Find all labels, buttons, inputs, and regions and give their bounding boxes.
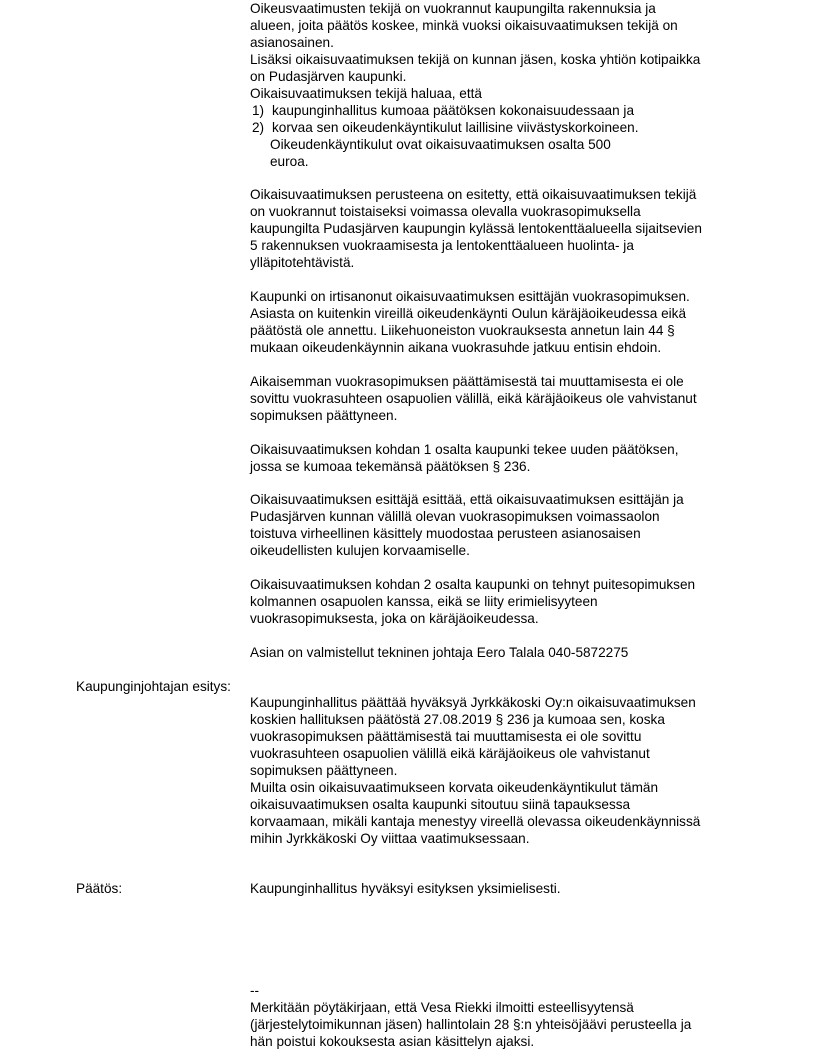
paragraph-line: sovittu vuokrasuhteen osapuolien välillä, eikä käräjäoikeus ole vahvistanut (250, 391, 697, 406)
paragraph-line: Oikaisuvaatimuksen kohdan 2 osalta kaupunki on tehnyt puitesopimuksen (250, 577, 696, 592)
paragraph-line: vuokrasopimuksesta, joka on käräjäoikeudessa. (250, 611, 539, 626)
note-line: hän poistui kokouksesta asian käsittelyn ajaksi. (250, 1034, 535, 1049)
paragraph-line: päätöstä ole annettu. Liikehuoneiston vuokrauksesta annetun lain 44 § (250, 323, 675, 338)
intro-line: asianosainen. (250, 35, 334, 50)
note-line: Merkitään pöytäkirjaan, että Vesa Riekki ilmoitti esteellisyytensä (250, 1000, 634, 1015)
demand-text: korvaa sen oikeudenkäyntikulut laillisine viivästyskorkoineen. (272, 120, 639, 135)
proposal-line: Kaupunginhallitus päättää hyväksyä Jyrkkäkoski Oy:n oikaisuvaatimuksen (250, 695, 696, 710)
proposal-line: vuokrasopimuksen päättämisestä tai muuttamisesta ei ole sovittu (250, 729, 642, 744)
demand-continuation: euroa. (270, 154, 309, 169)
proposal-line: oikaisuvaatimuksen osalta kaupunki sitoutuu siinä tapauksessa (250, 797, 631, 812)
intro-line: on Pudasjärven kaupunki. (250, 69, 407, 84)
decision-label: Päätös: (76, 881, 123, 896)
paragraph-line: Oikaisuvaatimuksen kohdan 1 osalta kaupunki tekee uuden päätöksen, (250, 442, 679, 457)
decision-text: Kaupunginhallitus hyväksyi esityksen yksimielisesti. (250, 881, 561, 896)
paragraph-line: kaupungilta Pudasjärven kaupungin kylässä lentokenttäalueella sijaitsevien (250, 221, 702, 236)
paragraph-line: on vuokrannut toistaiseksi voimassa olevalla vuokrasopimuksella (250, 204, 641, 219)
separator: -- (250, 983, 260, 998)
paragraph-line: jossa se kumoaa tekemänsä päätöksen § 236. (250, 459, 531, 474)
paragraph-line: kolmannen osapuolen kanssa, eikä se liity erimielisyyteen (250, 594, 598, 609)
paragraph-line: Kaupunki on irtisanonut oikaisuvaatimuksen esittäjän vuokrasopimuksen. (250, 289, 690, 304)
proposal-line: Muilta osin oikaisuvaatimukseen korvata oikeudenkäyntikulut tämän (250, 780, 659, 795)
paragraph-line: Pudasjärven kunnan välillä olevan vuokrasopimuksen voimassaolon (250, 509, 660, 524)
paragraph-line: Oikaisuvaatimuksen perusteena on esitetty, että oikaisuvaatimuksen tekijä (250, 187, 697, 202)
demand-text: kaupunginhallitus kumoaa päätöksen kokonaisuudessaan ja (272, 103, 634, 118)
paragraph-line: oikeudellisten kulujen korvaamiselle. (250, 543, 470, 558)
intro-line: Oikaisuvaatimuksen tekijä haluaa, että (250, 86, 482, 101)
intro-line: Lisäksi oikaisuvaatimuksen tekijä on kunnan jäsen, koska yhtiön kotipaikka (250, 52, 701, 67)
paragraph-line: Oikaisuvaatimuksen esittäjä esittää, että oikaisuvaatimuksen esittäjän ja (250, 492, 684, 507)
proposal-line: vuokrasuhteen osapuolien välillä eikä käräjäoikeus ole vahvistanut (250, 746, 650, 761)
paragraph-line: 5 rakennuksen vuokraamisesta ja lentokenttäalueen huolinta- ja (250, 238, 634, 253)
demand-continuation: Oikeudenkäyntikulut ovat oikaisuvaatimuksen osalta 500 (270, 137, 611, 152)
paragraph-line: toistuva virheellinen käsittely muodostaa perusteen asianosaisen (250, 526, 641, 541)
paragraph-line: sopimuksen päättyneen. (250, 408, 398, 423)
proposal-label: Kaupunginjohtajan esitys: (76, 679, 231, 694)
demand-number: 2) (252, 120, 265, 135)
demand-number: 1) (252, 103, 265, 118)
proposal-line: mihin Jyrkkäkoski Oy viittaa vaatimuksessaan. (250, 831, 530, 846)
paragraph-line: Aikaisemman vuokrasopimuksen päättämisestä tai muuttamisesta ei ole (250, 374, 684, 389)
proposal-line: koskien hallituksen päätöstä 27.08.2019 § 236 ja kumoaa sen, koska (250, 712, 665, 727)
paragraph-line: mukaan oikeudenkäynnin aikana vuokrasuhde jatkuu entisin ehdoin. (250, 340, 662, 355)
note-line: (järjestelytoimikunnan jäsen) hallintolain 28 §:n yhteisöjäävi perusteella ja (250, 1017, 692, 1032)
preparer-line: Asian on valmistellut tekninen johtaja Eero Talala 040-5872275 (250, 645, 629, 660)
proposal-line: sopimuksen päättyneen. (250, 763, 398, 778)
intro-line: alueen, joita päätös koskee, minkä vuoksi oikaisuvaatimuksen tekijä on (250, 18, 678, 33)
paragraph-line: Asiasta on kuitenkin vireillä oikeudenkäynti Oulun käräjäoikeudessa eikä (250, 306, 687, 321)
intro-line: Oikeusvaatimusten tekijä on vuokrannut kaupungilta rakennuksia ja (250, 1, 656, 16)
proposal-line: korvaamaan, mikäli kantaja menestyy vireellä olevassa oikeudenkäynnissä (250, 814, 701, 829)
paragraph-line: ylläpitotehtävistä. (250, 255, 355, 270)
